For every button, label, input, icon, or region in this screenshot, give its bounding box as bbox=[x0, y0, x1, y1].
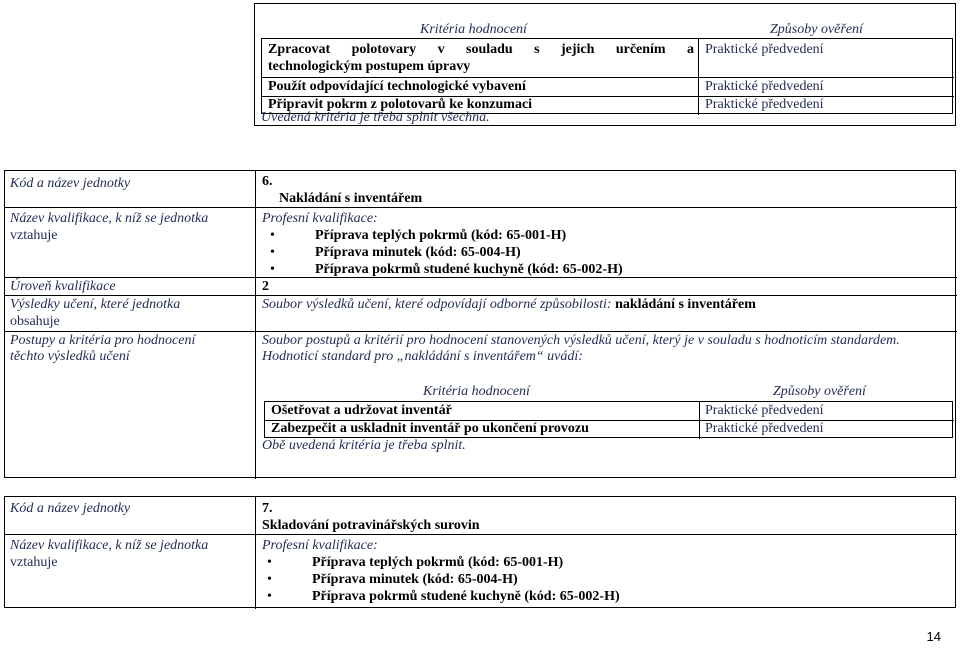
qualification-label-cont: vztahuje bbox=[10, 228, 58, 243]
procedures-label: Postupy a kritéria pro hodnocení bbox=[10, 333, 196, 348]
criterion-row-2: Zabezpečit a uskladnit inventář po ukončení provozu bbox=[271, 421, 589, 436]
criterion-row-1: Ošetřovat a udržovat inventář bbox=[271, 403, 452, 418]
criteria-block-top bbox=[254, 3, 956, 126]
unit-6-table: Kód a název jednotky 6. Nakládání s inventářem Název kvalifikace, k níž se jednotka vztahuje Profesní kvalifikace: • Příprava teplých pokrmů (kód: 65-001-H) • Příprava minutek (kód: 65-004-H) • Příprava pokrmů studené kuchyně (kód: 65-002-H) Úroveň kvalifikace 2 Výsledky učení, které jednotka obsahuje Soubor výsledků učení, které odpovídají odborné způsobilosti: nakládání s inventářem Postupy a kritéria pro hodnocení těchto výsledků učení Soubor postupů a kritérií pro hodnocení stanovených výsledků učení, který je v souladu s hodnoticím standardem. Hodnoticí standard pro „nakládání s inventářem“ uvádí: Kritéria hodnocení Způsoby ověření Ošetřovat a udržovat inventář Praktické předvedení Zabezpečit a uskladnit inventář po ukončení provozu Praktické předvedení Obě uvedená kritéria je třeba splnit. bbox=[4, 170, 956, 478]
criteria-note: Obě uvedená kritéria je třeba splnit. bbox=[262, 438, 466, 453]
method-row-1: Praktické předvedení bbox=[705, 42, 824, 57]
method-row-2: Praktické předvedení bbox=[705, 421, 824, 436]
methods-header: Způsoby ověření bbox=[773, 384, 866, 399]
level-label: Úroveň kvalifikace bbox=[10, 279, 116, 294]
unit-code-label: Kód a název jednotky bbox=[10, 501, 131, 516]
method-row-1: Praktické předvedení bbox=[705, 403, 824, 418]
unit-7-table: Kód a název jednotky 7. Skladování potravinářských surovin Název kvalifikace, k níž se jednotka vztahuje Profesní kvalifikace: • Příprava teplých pokrmů (kód: 65-001-H) • Příprava minutek (kód: 65-004-H) • Příprava pokrmů studené kuchyně (kód: 65-002-H) bbox=[4, 496, 956, 608]
qualification-label: Název kvalifikace, k níž se jednotka bbox=[10, 538, 209, 553]
criterion-row-1: Zpracovat polotovary v souladu s jejich určením a bbox=[268, 42, 694, 57]
procedures-text: Soubor postupů a kritérií pro hodnocení stanovených výsledků učení, který je v souladu s hodnoticím standardem. bbox=[262, 333, 900, 348]
criterion-row-3: Připravit pokrm z polotovarů ke konzumaci bbox=[268, 97, 533, 112]
results-text: Soubor výsledků učení, které odpovídají odborné způsobilosti: nakládání s inventářem bbox=[262, 297, 756, 312]
criteria-header: Kritéria hodnocení bbox=[420, 22, 527, 37]
standard-text: Hodnoticí standard pro „nakládání s inventářem“ uvádí: bbox=[262, 349, 583, 364]
procedures-label-cont: těchto výsledků učení bbox=[10, 349, 130, 364]
criteria-header: Kritéria hodnocení bbox=[423, 384, 530, 399]
professional-qualification-label: Profesní kvalifikace: bbox=[262, 538, 378, 553]
qualification-label: Název kvalifikace, k níž se jednotka bbox=[10, 211, 209, 226]
unit-number: 6. bbox=[262, 174, 273, 189]
criterion-row-2: Použít odpovídající technologické vybavení bbox=[268, 79, 526, 94]
professional-qualification-label: Profesní kvalifikace: bbox=[262, 211, 378, 226]
level-value: 2 bbox=[262, 279, 269, 294]
unit-name: Nakládání s inventářem bbox=[279, 191, 423, 206]
criterion-row-1-cont: technologickým postupem úpravy bbox=[268, 59, 471, 74]
results-label: Výsledky učení, které jednotka bbox=[10, 297, 181, 312]
criteria-table-top bbox=[261, 38, 953, 114]
methods-header: Způsoby ověření bbox=[770, 22, 863, 37]
unit-number: 7. bbox=[262, 501, 273, 516]
qualification-label-cont: vztahuje bbox=[10, 555, 58, 570]
method-row-2: Praktické předvedení bbox=[705, 79, 824, 94]
page-number: 14 bbox=[926, 629, 941, 644]
criteria-table-unit-6 bbox=[264, 401, 953, 438]
criteria-note: Uvedená kritéria je třeba splnit všechna. bbox=[261, 110, 490, 125]
method-row-3: Praktické předvedení bbox=[705, 97, 824, 112]
results-label-cont: obsahuje bbox=[10, 314, 60, 329]
unit-code-label: Kód a název jednotky bbox=[10, 176, 131, 191]
unit-name: Skladování potravinářských surovin bbox=[262, 518, 480, 533]
